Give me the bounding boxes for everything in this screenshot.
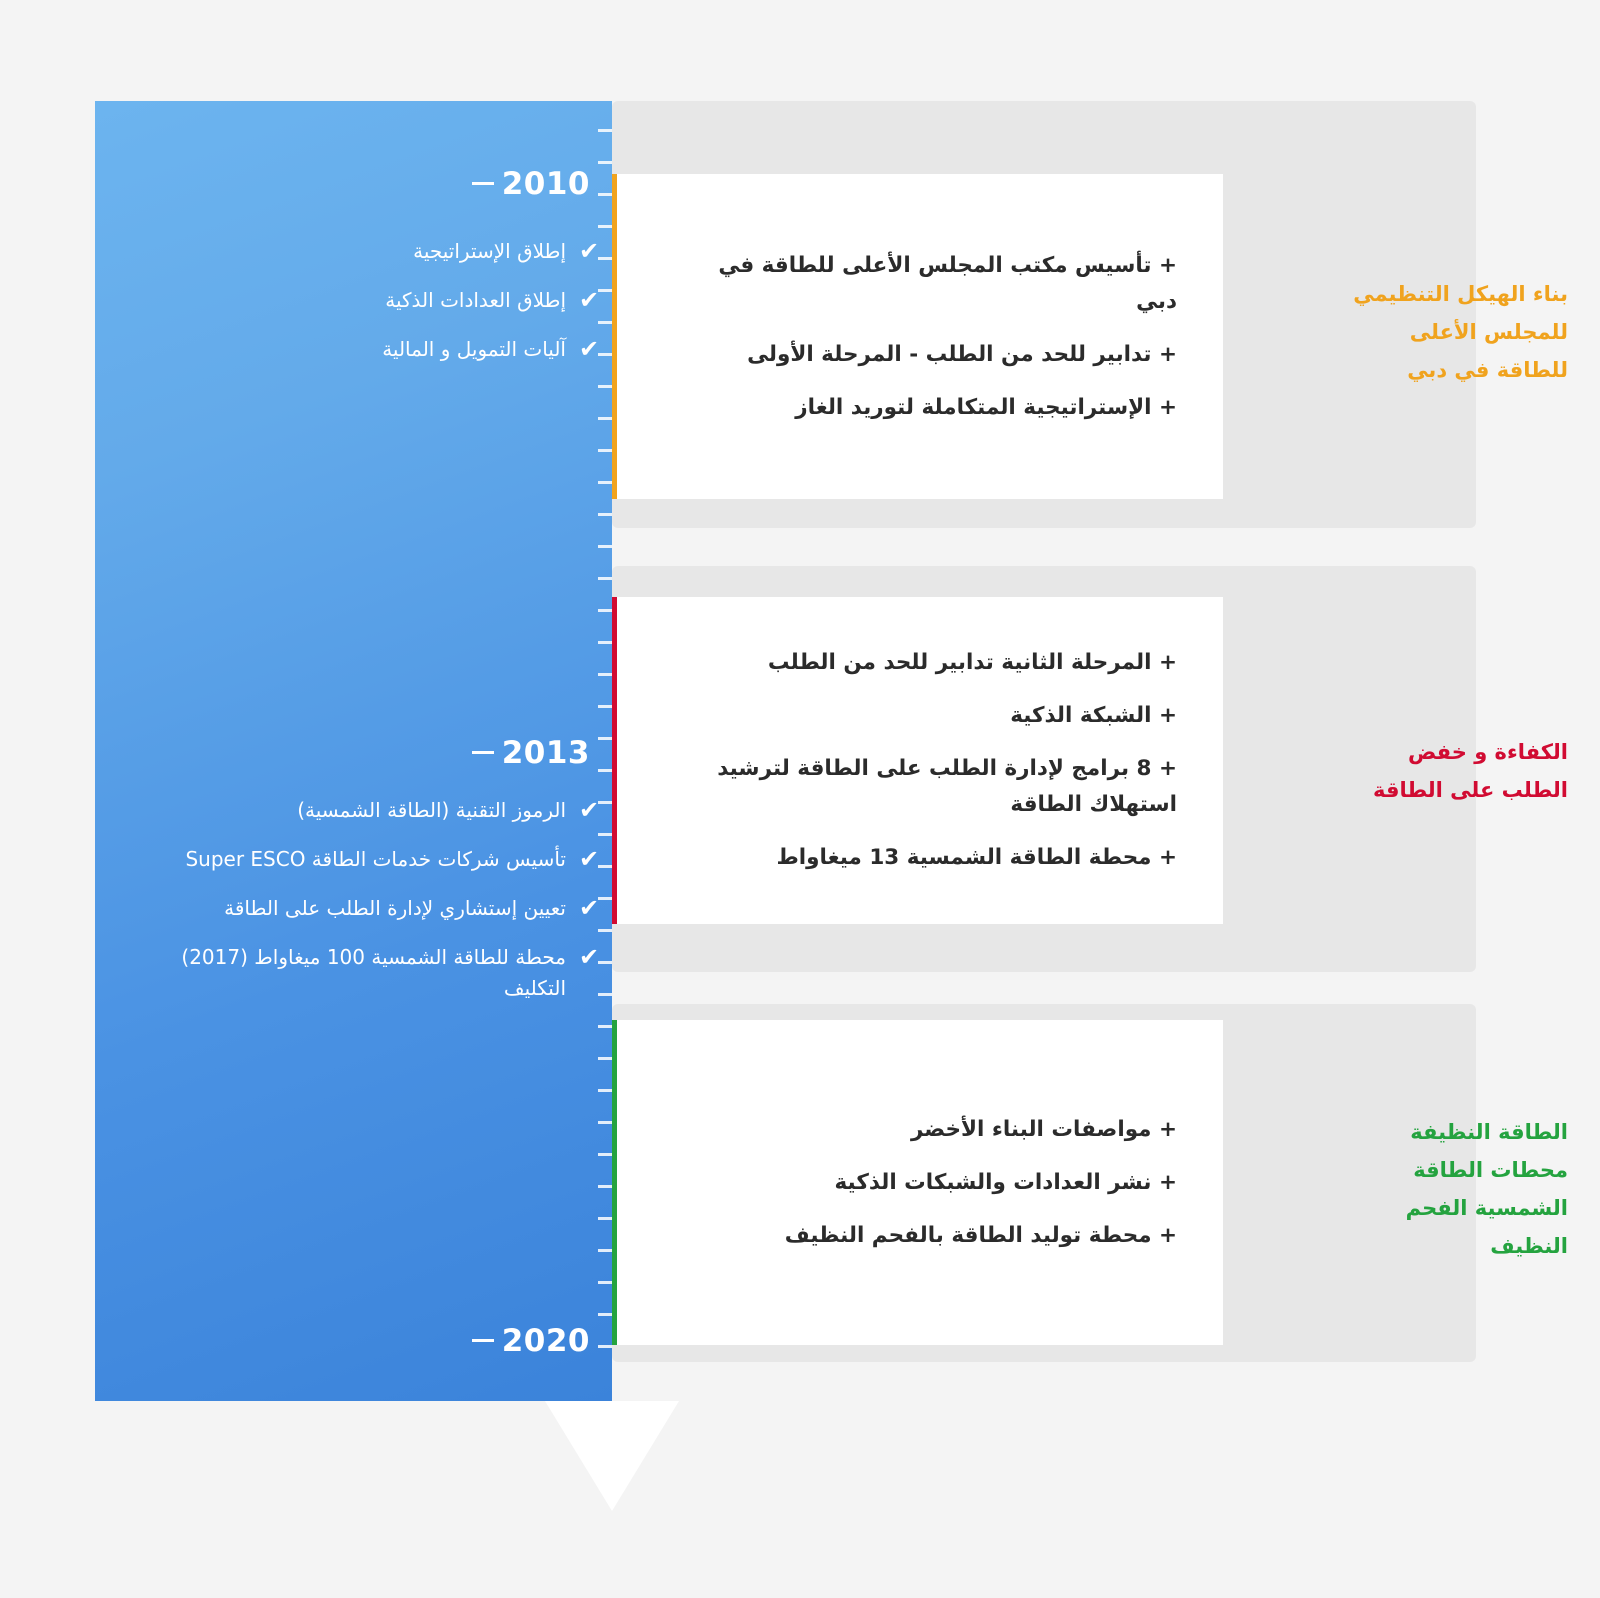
list-item-label: آليات التمويل و المالية bbox=[382, 337, 566, 361]
milestone-item: + مواصفات البناء الأخضر bbox=[910, 1116, 1177, 1142]
milestone-box-2010 bbox=[612, 174, 1223, 499]
down-arrow-icon bbox=[545, 1401, 679, 1511]
list-item-label: تعيين إستشاري لإدارة الطلب على الطاقة bbox=[224, 896, 566, 920]
check-icon: ✔ bbox=[578, 894, 600, 922]
check-icon: ✔ bbox=[578, 237, 600, 265]
milestone-item: + الإستراتيجية المتكاملة لتوريد الغاز bbox=[795, 394, 1177, 420]
list-item-label: تأسيس شركات خدمات الطاقة Super ESCO bbox=[185, 847, 566, 871]
year-marker-2020 bbox=[472, 1323, 590, 1359]
list-item-label: الرموز التقنية (الطاقة الشمسية) bbox=[297, 798, 566, 822]
year-tick-dash bbox=[472, 182, 494, 185]
list-item bbox=[142, 893, 612, 924]
year-marker-2013 bbox=[472, 735, 590, 771]
timeline-bullets-2010 bbox=[142, 236, 612, 383]
milestone-item: + 8 برامج لإدارة الطلب على الطاقة لترشيد استهلاك الطاقة bbox=[717, 756, 1177, 817]
milestone-item: + محطة الطاقة الشمسية 13 ميغاواط bbox=[776, 845, 1177, 870]
timeline-bullets-2013 bbox=[142, 795, 612, 1022]
accent-bar bbox=[612, 597, 617, 924]
list-item bbox=[142, 334, 612, 365]
milestone-box-2013 bbox=[612, 597, 1223, 924]
check-icon: ✔ bbox=[578, 943, 600, 971]
list-item bbox=[142, 236, 612, 267]
timeline-panel bbox=[95, 101, 612, 1401]
milestone-item: + محطة توليد الطاقة بالفحم النظيف bbox=[784, 1222, 1177, 1248]
year-label: 2013 bbox=[501, 735, 590, 771]
accent-bar bbox=[612, 1020, 617, 1345]
list-item-label: إطلاق الإستراتيجية bbox=[413, 239, 566, 263]
year-label: 2010 bbox=[501, 166, 590, 202]
list-item-label: إطلاق العدادات الذكية bbox=[385, 288, 566, 312]
accent-bar bbox=[612, 174, 617, 499]
milestone-item: + الشبكة الذكية bbox=[1010, 703, 1177, 728]
list-item bbox=[142, 285, 612, 316]
milestone-item: + المرحلة الثانية تدابير للحد من الطلب bbox=[767, 650, 1177, 675]
milestone-item: + تأسيس مكتب المجلس الأعلى للطاقة في دبي bbox=[718, 252, 1177, 314]
milestone-box-2020 bbox=[612, 1020, 1223, 1345]
year-label: 2020 bbox=[501, 1323, 590, 1359]
list-item bbox=[142, 844, 612, 875]
year-tick-dash bbox=[472, 751, 494, 754]
check-icon: ✔ bbox=[578, 335, 600, 363]
year-tick-dash bbox=[472, 1339, 494, 1342]
list-item bbox=[142, 795, 612, 826]
list-item-label: محطة للطاقة الشمسية 100 ميغاواط (2017) التكليف bbox=[181, 945, 566, 1000]
category-label-organizational: بناء الهيكل التنظيمي للمجلس الأعلى للطاقة في دبي bbox=[1353, 282, 1568, 382]
milestone-item: + تدابير للحد من الطلب - المرحلة الأولى bbox=[747, 341, 1177, 367]
check-icon: ✔ bbox=[578, 845, 600, 873]
check-icon: ✔ bbox=[578, 286, 600, 314]
check-icon: ✔ bbox=[578, 796, 600, 824]
year-marker-2010 bbox=[472, 166, 590, 202]
category-label-efficiency: الكفاءة و خفض الطلب على الطاقة bbox=[1372, 740, 1568, 802]
milestone-item: + نشر العدادات والشبكات الذكية bbox=[834, 1169, 1177, 1195]
category-label-clean-energy: الطاقة النظيفة محطات الطاقة الشمسية الفحم النظيف bbox=[1405, 1120, 1568, 1258]
list-item bbox=[142, 942, 612, 1004]
